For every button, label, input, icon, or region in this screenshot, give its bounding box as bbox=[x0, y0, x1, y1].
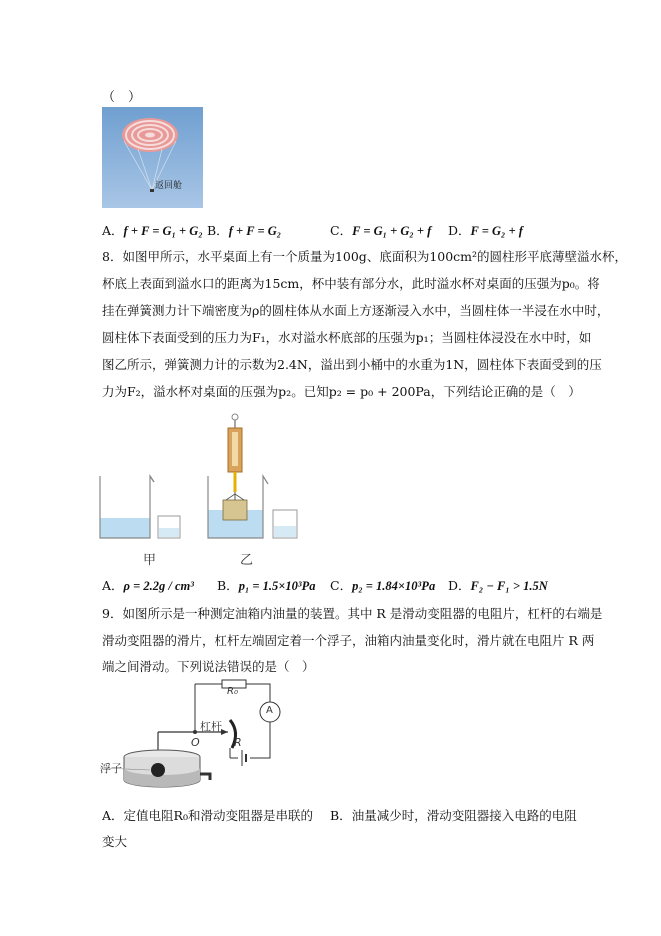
q8-option-c[interactable] bbox=[330, 576, 435, 594]
parachute-canopy bbox=[122, 118, 178, 152]
option-letter: A． bbox=[102, 808, 124, 823]
option-letter: C． bbox=[330, 223, 353, 238]
option-text: 油量减少时，滑动变阻器接入电路的电阻 bbox=[351, 808, 577, 823]
option-expr: p₂ = 1.84×10³Pa bbox=[352, 579, 436, 593]
resistor-label: R bbox=[234, 736, 242, 749]
q8-line: 杯底上表面到溢水口的距离为15cm，杯中装有部分水，此时溢水杯对桌面的压强为p₀。将 bbox=[102, 276, 600, 291]
q9-line: 端之间滑动。下列说法错误的是（ ） bbox=[102, 659, 315, 674]
option-letter: D． bbox=[448, 223, 471, 238]
option-letter: A． bbox=[102, 223, 124, 238]
q7-option-c[interactable] bbox=[330, 221, 431, 239]
option-letter: C． bbox=[330, 578, 353, 593]
option-expr: F = G₂ + f bbox=[470, 224, 523, 238]
answer-blank: （ ） bbox=[102, 90, 142, 105]
q8-option-b[interactable] bbox=[217, 576, 316, 594]
q9-line: 滑动变阻器的滑片，杠杆左端固定着一个浮子，油箱内油量变化时，滑片就在电阻片 R 两 bbox=[102, 633, 595, 648]
q9-option-b-continued: 变大 bbox=[102, 834, 128, 849]
figure-label-jia: 甲 bbox=[143, 553, 157, 568]
fuel-gauge-figure bbox=[100, 676, 300, 796]
q9-option-a[interactable] bbox=[102, 806, 313, 824]
parachute-label: 返回舱 bbox=[155, 181, 183, 191]
option-letter: B． bbox=[330, 808, 352, 823]
q8-line: 力为F₂，溢水杯对桌面的压强为p₂。已知p₂ = p₀ + 200Pa，下列结论正确的是（ ） bbox=[102, 384, 581, 399]
q8-line: 挂在弹簧测力计下端密度为ρ的圆柱体从水面上方逐渐浸入水中，当圆柱体一半浸在水中时， bbox=[102, 303, 610, 318]
option-expr: ρ = 2.2g / cm³ bbox=[123, 579, 194, 593]
option-letter: A． bbox=[102, 578, 124, 593]
option-letter: B． bbox=[217, 578, 239, 593]
pivot-label: O bbox=[191, 736, 200, 749]
overflow-cup-figure bbox=[98, 410, 313, 570]
q8-line: 图乙所示，弹簧测力计的示数为2.4N，溢出到小桶中的水重为1N，圆柱体下表面受到的压 bbox=[102, 357, 602, 372]
q8-option-a[interactable] bbox=[102, 576, 194, 594]
q9-line: 9．如图所示是一种测定油箱内油量的装置。其中 R 是滑动变阻器的电阻片，杠杆的右端是 bbox=[102, 606, 603, 621]
q9-option-b[interactable] bbox=[330, 806, 577, 824]
option-expr: F = G₁ + G₂ + f bbox=[352, 224, 432, 238]
option-expr: F₂ − F₁ > 1.5N bbox=[470, 579, 548, 593]
q7-option-b[interactable] bbox=[207, 221, 281, 239]
float-label: 浮子 bbox=[100, 762, 122, 775]
q8-line: 8．如图甲所示，水平桌面上有一个质量为100g、底面积为100cm²的圆柱形平底薄壁溢水杯， bbox=[102, 249, 628, 264]
q7-option-d[interactable] bbox=[448, 221, 523, 239]
option-letter: B． bbox=[207, 223, 229, 238]
option-expr: f + F = G₁ + G₂ bbox=[123, 224, 203, 238]
option-expr: p₁ = 1.5×10³Pa bbox=[238, 579, 316, 593]
option-text: 定值电阻R₀和滑动变阻器是串联的 bbox=[123, 808, 313, 823]
ammeter-label: A bbox=[266, 705, 273, 716]
q7-option-a[interactable] bbox=[102, 221, 203, 239]
r0-label: R₀ bbox=[227, 686, 238, 697]
q8-line: 圆柱体下表面受到的压力为F₁，水对溢水杯底部的压强为p₁；当圆柱体浸没在水中时，如 bbox=[102, 330, 592, 345]
option-expr: f + F = G₂ bbox=[228, 224, 282, 238]
q8-option-d[interactable] bbox=[448, 576, 548, 594]
lever-label: 杠杆 bbox=[200, 720, 222, 733]
figure-label-yi: 乙 bbox=[240, 553, 254, 568]
option-letter: D． bbox=[448, 578, 471, 593]
parachute-photo bbox=[102, 107, 203, 208]
